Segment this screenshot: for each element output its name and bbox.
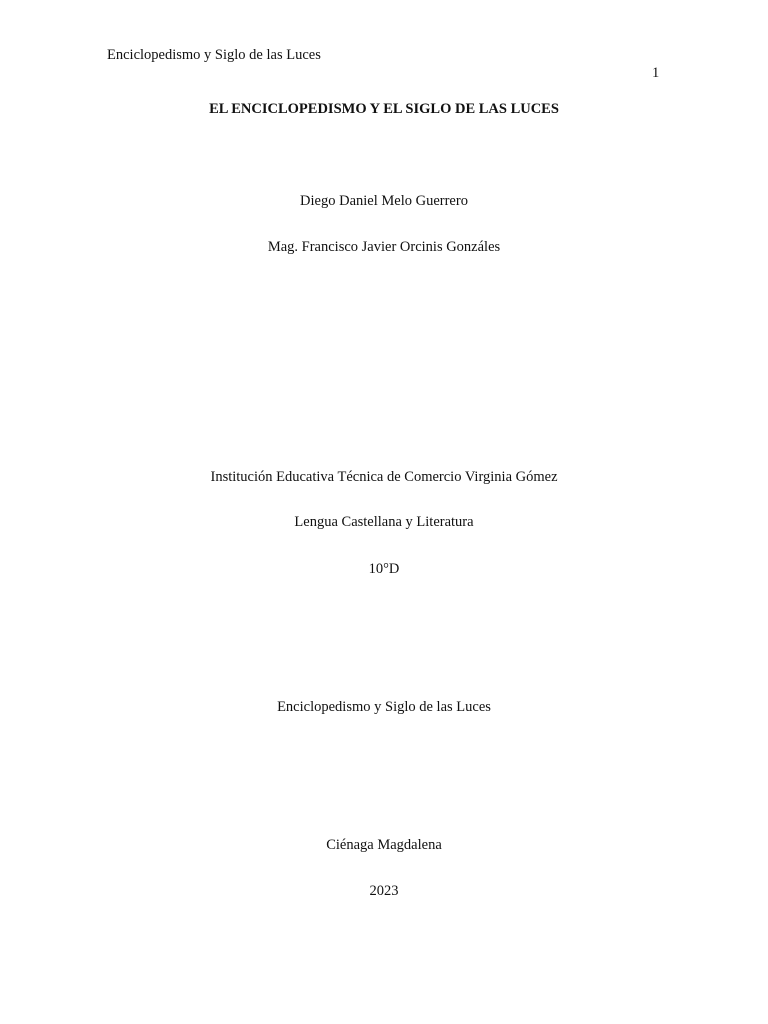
author-name: Diego Daniel Melo Guerrero (300, 193, 468, 209)
course-name: Lengua Castellana y Literatura (294, 514, 474, 530)
year-label: 2023 (369, 883, 399, 899)
city-name: Ciénaga Magdalena (326, 837, 442, 853)
document-title: EL ENCICLOPEDISMO Y EL SIGLO DE LAS LUCES (209, 101, 559, 117)
running-head: Enciclopedismo y Siglo de las Luces (107, 47, 321, 63)
page-number: 1 (652, 65, 660, 81)
grade-label: 10°D (368, 561, 400, 577)
subject-line: Enciclopedismo y Siglo de las Luces (277, 699, 491, 715)
advisor-name: Mag. Francisco Javier Orcinis Gonzáles (267, 239, 501, 255)
institution-name: Institución Educativa Técnica de Comercio Virginia Gómez (210, 469, 558, 485)
